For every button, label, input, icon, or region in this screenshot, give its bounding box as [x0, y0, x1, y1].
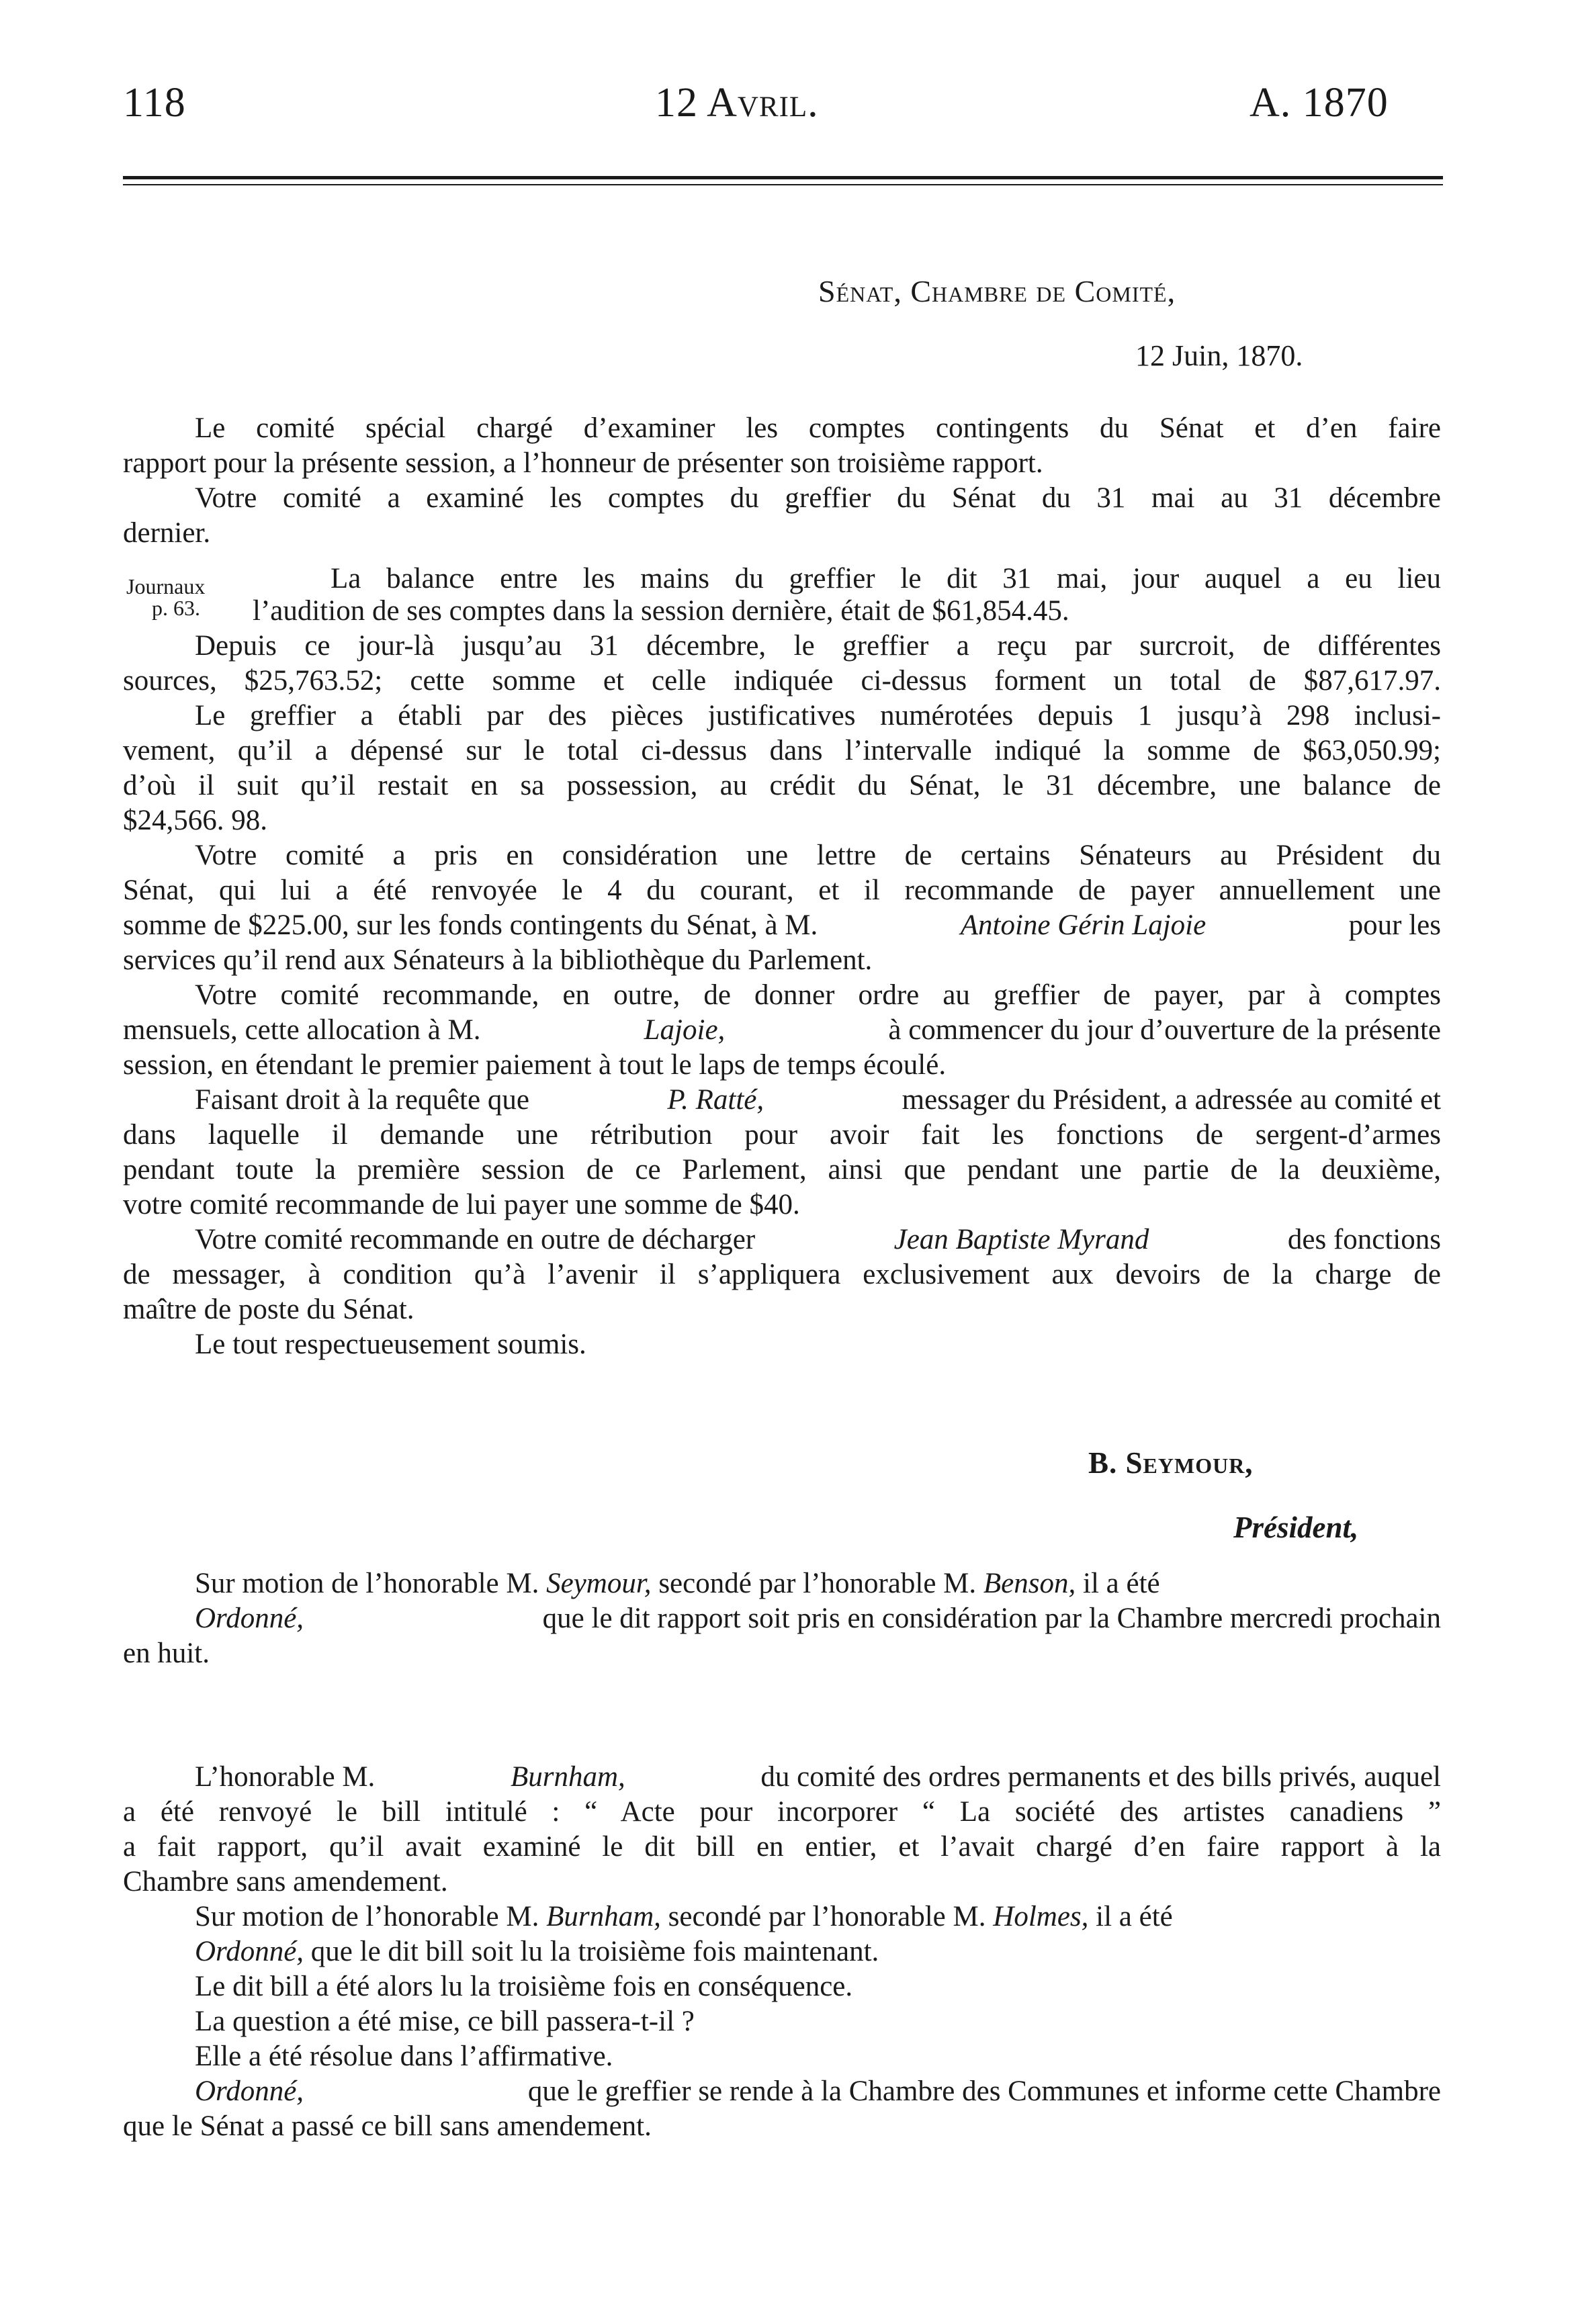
text-line: Le greffier a établi par des pièces justificatives numérotées depuis 1 jusqu’à 298 inclusi-	[195, 700, 1441, 731]
text-line: Chambre sans amendement.	[123, 1866, 448, 1897]
text-line: La balance entre les mains du greffier le dit 31 mai, jour auquel a eu lieu	[331, 563, 1441, 594]
person-name: Jean Baptiste Myrand	[893, 1224, 1149, 1255]
text-line: a fait rapport, qu’il avait examiné le dit bill en entier, et l’avait chargé d’en faire rapport à la	[123, 1831, 1441, 1863]
margin-note: p. 63.	[152, 596, 200, 620]
header-rule-thick	[123, 176, 1443, 179]
text-line: a été renvoyé le bill intitulé : “ Acte pour incorporer “ La société des artistes canadiens ”	[123, 1796, 1441, 1828]
text-line: Elle a été résolue dans l’affirmative.	[195, 2041, 613, 2072]
text-segment: Votre comité recommande en outre de décharger	[195, 1224, 756, 1255]
text-line	[195, 2074, 1441, 2109]
text-line: $24,566. 98.	[123, 805, 267, 836]
text-line: session, en étendant le premier paiement à tout le laps de temps écoulé.	[123, 1049, 947, 1081]
person-name: Burnham,	[546, 1901, 661, 1932]
text-line: que le Sénat a passé ce bill sans amendement.	[123, 2110, 652, 2142]
margin-note: Journaux	[126, 574, 206, 598]
text-line	[195, 1900, 1173, 1934]
text-line: pendant toute la première session de ce Parlement, ainsi que pendant une partie de la deuxième,	[123, 1154, 1441, 1186]
text-segment: que le dit bill soit lu la troisième fois maintenant.	[310, 1936, 879, 1967]
ordered-label: Ordonné,	[195, 2075, 304, 2107]
person-name: Seymour,	[546, 1568, 652, 1599]
text-line: Votre comité recommande, en outre, de donner ordre au greffier de payer, par à comptes	[195, 979, 1441, 1011]
text-line: Le tout respectueusement soumis.	[195, 1329, 586, 1360]
text-line: La question a été mise, ce bill passera-t-il ?	[195, 2006, 695, 2037]
person-name: Holmes,	[993, 1901, 1089, 1932]
text-segment: il a été	[1083, 1568, 1160, 1599]
text-line: de messager, à condition qu’à l’avenir il s’appliquera exclusivement aux devoirs de la charge de	[123, 1259, 1441, 1290]
text-line: rapport pour la présente session, a l’honneur de présenter son troisième rapport.	[123, 447, 1043, 479]
text-line: maître de poste du Sénat.	[123, 1294, 414, 1325]
text-segment: que le greffier se rende à la Chambre des Communes et informe cette Chambre	[527, 2075, 1441, 2107]
text-line: Votre comité a examiné les comptes du greffier du Sénat du 31 mai au 31 décembre	[195, 482, 1441, 514]
text-segment: Sur motion de l’honorable M.	[195, 1568, 539, 1599]
text-segment: messager du Président, a adressée au comité et	[902, 1084, 1441, 1116]
text-line: sources, $25,763.52; cette somme et celle indiquée ci-dessus forment un total de $87,617.97.	[123, 665, 1441, 697]
text-segment: pour les	[1348, 909, 1441, 941]
text-line: Votre comité a pris en considération une lettre de certains Sénateurs au Président du	[195, 840, 1441, 871]
text-line: en huit.	[123, 1638, 210, 1669]
text-segment: Faisant droit à la requête que	[195, 1084, 529, 1116]
signature-title: Président,	[1233, 1511, 1359, 1544]
text-line	[195, 1222, 1441, 1257]
text-line: dernier.	[123, 517, 211, 549]
text-segment: du comité des ordres permanents et des bills privés, auquel	[760, 1761, 1441, 1793]
text-line	[195, 1083, 1441, 1118]
text-line: Le comité spécial chargé d’examiner les comptes contingents du Sénat et d’en faire	[195, 412, 1441, 444]
person-name: Lajoie,	[644, 1014, 726, 1046]
running-head-year: A. 1870	[1250, 80, 1389, 126]
text-line: Depuis ce jour-là jusqu’au 31 décembre, le greffier a reçu par surcroit, de différentes	[195, 630, 1441, 662]
person-name: Benson,	[983, 1568, 1076, 1599]
text-segment: des fonctions	[1287, 1224, 1441, 1255]
text-segment: à commencer du jour d’ouverture de la présente	[888, 1014, 1441, 1046]
text-line	[195, 1760, 1441, 1795]
text-line: vement, qu’il a dépensé sur le total ci-dessus dans l’intervalle indiqué la somme de $63,050.99;	[123, 735, 1441, 766]
text-line	[123, 1013, 1441, 1048]
text-line: Le dit bill a été alors lu la troisième fois en conséquence.	[195, 1971, 853, 2002]
ordered-label: Ordonné,	[195, 1936, 304, 1967]
header-rule-thin	[123, 184, 1443, 185]
text-line	[195, 1601, 1441, 1636]
text-segment: mensuels, cette allocation à M.	[123, 1014, 481, 1046]
text-line	[195, 1934, 879, 1969]
text-segment: que le dit rapport soit pris en considération par la Chambre mercredi prochain	[542, 1603, 1441, 1634]
text-line: d’où il suit qu’il restait en sa possession, au crédit du Sénat, le 31 décembre, une balance de	[123, 770, 1441, 801]
ordered-label: Ordonné,	[195, 1603, 304, 1634]
report-heading: Sénat, Chambre de Comité,	[818, 274, 1176, 308]
text-line: l’audition de ses comptes dans la session dernière, était de $61,854.45.	[253, 595, 1069, 627]
text-segment: secondé par l’honorable M.	[658, 1568, 977, 1599]
text-line: services qu’il rend aux Sénateurs à la bibliothèque du Parlement.	[123, 944, 873, 976]
text-line	[195, 1566, 1160, 1601]
text-line: votre comité recommande de lui payer une somme de $40.	[123, 1189, 800, 1220]
report-date: 12 Juin, 1870.	[1135, 339, 1303, 372]
person-name: Antoine Gérin Lajoie	[960, 909, 1207, 941]
text-segment: il a été	[1096, 1901, 1173, 1932]
page-number: 118	[123, 80, 186, 126]
text-segment: Sur motion de l’honorable M.	[195, 1901, 539, 1932]
text-line	[123, 908, 1441, 943]
text-segment: L’honorable M.	[195, 1761, 376, 1793]
signature-name: B. Seymour,	[1088, 1446, 1254, 1480]
running-head-date: 12 Avril.	[655, 80, 819, 126]
text-segment: somme de $225.00, sur les fonds contingents du Sénat, à M.	[123, 909, 818, 941]
text-segment: secondé par l’honorable M.	[668, 1901, 986, 1932]
text-line: Sénat, qui lui a été renvoyée le 4 du courant, et il recommande de payer annuellement une	[123, 875, 1441, 906]
text-line: dans laquelle il demande une rétribution pour avoir fait les fonctions de sergent-d’armes	[123, 1119, 1441, 1151]
person-name: P. Ratté,	[667, 1084, 764, 1116]
person-name: Burnham,	[510, 1761, 625, 1793]
